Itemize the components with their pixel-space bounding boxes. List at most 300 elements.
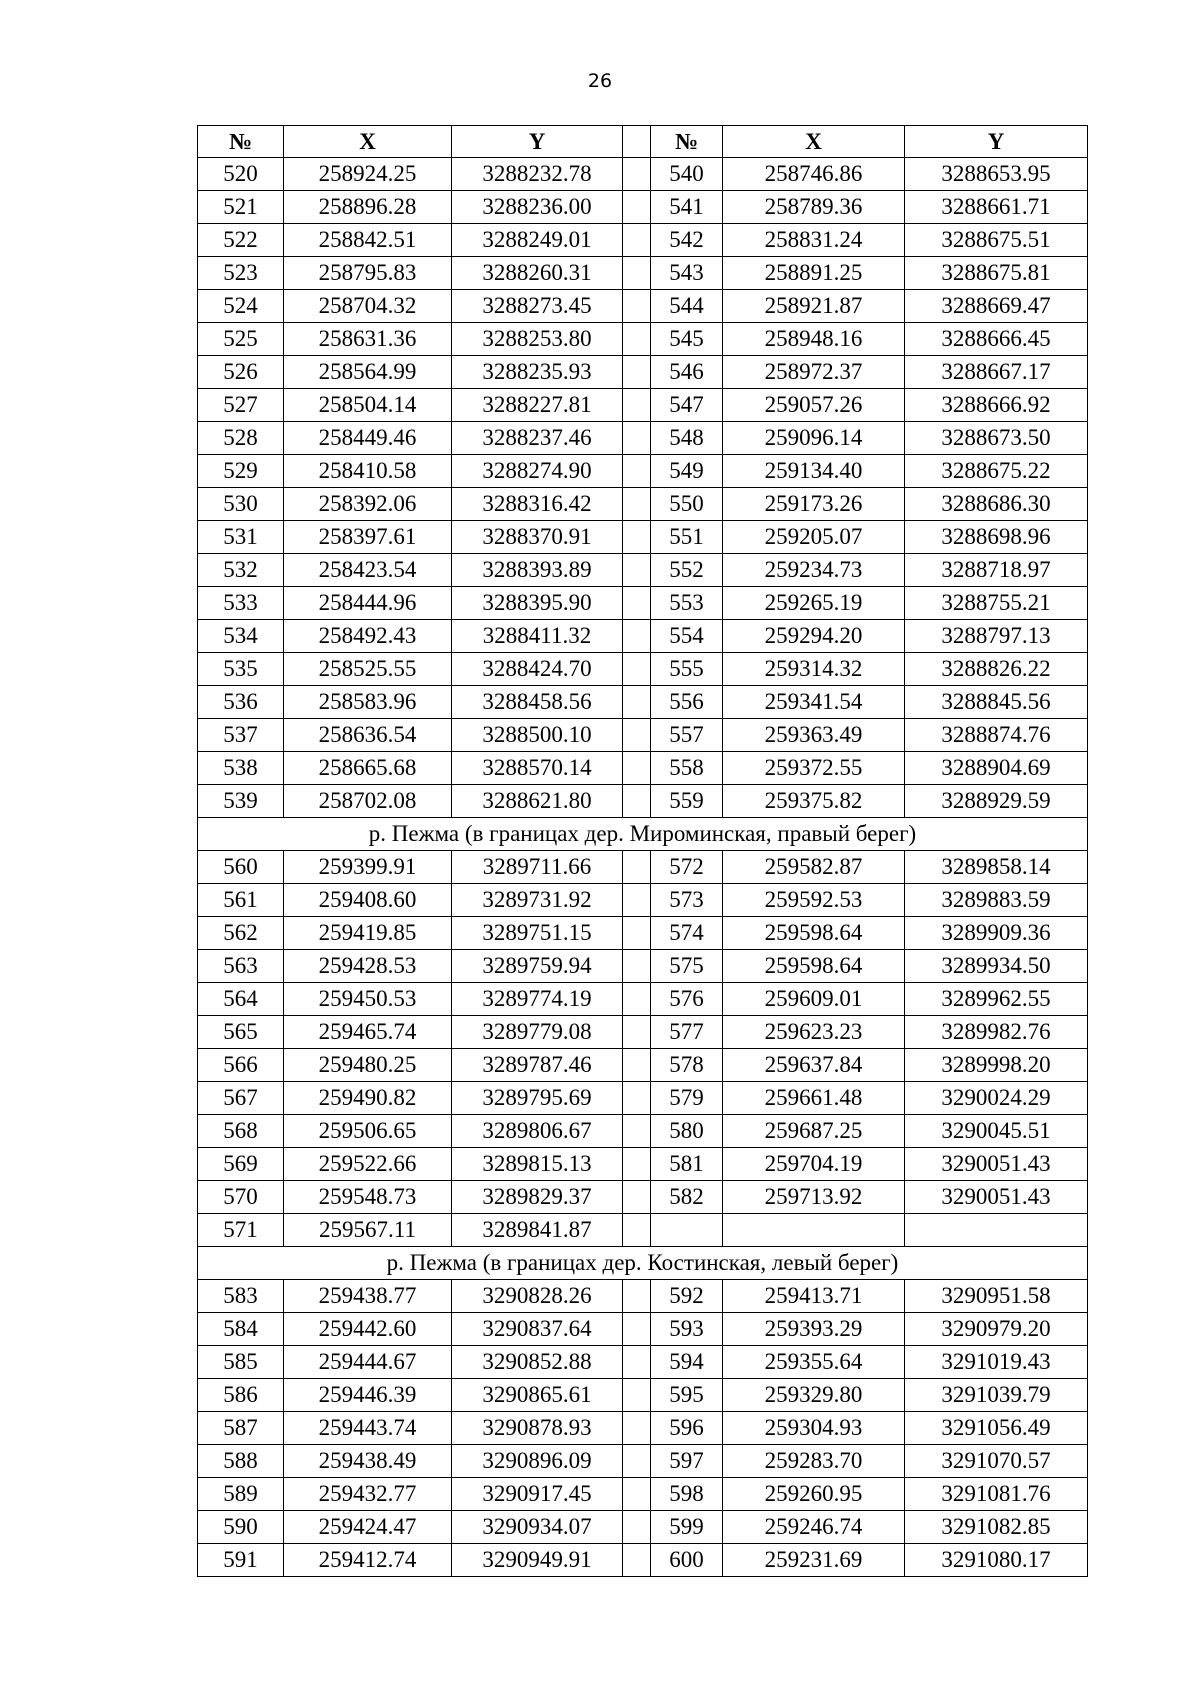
- cell-y-left: 3288232.78: [452, 158, 623, 191]
- spacer-cell: [623, 1115, 651, 1148]
- cell-y-right: 3288845.56: [905, 686, 1088, 719]
- cell-x-left: 258702.08: [284, 785, 452, 818]
- spacer-cell: [623, 257, 651, 290]
- spacer-cell: [623, 1544, 651, 1577]
- cell-num-right: 575: [651, 950, 723, 983]
- cell-num-right: 579: [651, 1082, 723, 1115]
- cell-num-right: 596: [651, 1412, 723, 1445]
- cell-y-right: 3289998.20: [905, 1049, 1088, 1082]
- table-row: [198, 851, 1088, 884]
- cell-num-right: 577: [651, 1016, 723, 1049]
- cell-y-left: 3288570.14: [452, 752, 623, 785]
- cell-y-right: 3288675.81: [905, 257, 1088, 290]
- spacer-cell: [623, 686, 651, 719]
- spacer-cell: [623, 851, 651, 884]
- cell-num-right: 581: [651, 1148, 723, 1181]
- cell-x-right: 259661.48: [723, 1082, 905, 1115]
- cell-x-right: 259609.01: [723, 983, 905, 1016]
- table-row: [198, 587, 1088, 620]
- cell-y-left: 3289759.94: [452, 950, 623, 983]
- spacer-cell: [623, 1511, 651, 1544]
- cell-x-right: 259057.26: [723, 389, 905, 422]
- cell-y-left: 3288370.91: [452, 521, 623, 554]
- cell-y-right: 3288666.92: [905, 389, 1088, 422]
- table-body: [198, 158, 1088, 1577]
- cell-num-right: 597: [651, 1445, 723, 1478]
- cell-y-left: 3290828.26: [452, 1280, 623, 1313]
- cell-num-left: 591: [198, 1544, 284, 1577]
- spacer-cell: [623, 455, 651, 488]
- cell-x-right: 259294.20: [723, 620, 905, 653]
- table-row: [198, 1313, 1088, 1346]
- cell-y-right: 3291081.76: [905, 1478, 1088, 1511]
- spacer-cell: [623, 1016, 651, 1049]
- table-row: [198, 1115, 1088, 1148]
- cell-x-right: 259687.25: [723, 1115, 905, 1148]
- spacer-cell: [623, 1313, 651, 1346]
- cell-x-right: 258789.36: [723, 191, 905, 224]
- cell-num-left: 527: [198, 389, 284, 422]
- cell-x-left: 259428.53: [284, 950, 452, 983]
- cell-y-left: 3290865.61: [452, 1379, 623, 1412]
- cell-y-left: 3288621.80: [452, 785, 623, 818]
- cell-y-left: 3289815.13: [452, 1148, 623, 1181]
- table-row: [198, 356, 1088, 389]
- cell-num-right: 598: [651, 1478, 723, 1511]
- cell-x-left: 259480.25: [284, 1049, 452, 1082]
- table-row: [198, 290, 1088, 323]
- cell-x-right: 259363.49: [723, 719, 905, 752]
- spacer-cell: [623, 1082, 651, 1115]
- cell-y-left: 3288458.56: [452, 686, 623, 719]
- cell-y-left: 3288236.00: [452, 191, 623, 224]
- cell-y-right: 3291070.57: [905, 1445, 1088, 1478]
- table-row: [198, 1412, 1088, 1445]
- table-row: [198, 257, 1088, 290]
- cell-x-right: 259205.07: [723, 521, 905, 554]
- cell-num-right: 593: [651, 1313, 723, 1346]
- cell-y-right: 3288667.17: [905, 356, 1088, 389]
- table-row: [198, 1049, 1088, 1082]
- cell-num-left: 587: [198, 1412, 284, 1445]
- cell-num-left: 562: [198, 917, 284, 950]
- spacer-cell: [623, 158, 651, 191]
- cell-x-left: 258636.54: [284, 719, 452, 752]
- cell-num-right: 555: [651, 653, 723, 686]
- table-row: [198, 1379, 1088, 1412]
- spacer-cell: [623, 983, 651, 1016]
- table-row: [198, 1016, 1088, 1049]
- cell-num-left: 521: [198, 191, 284, 224]
- cell-num-right: 550: [651, 488, 723, 521]
- table-row: [198, 1544, 1088, 1577]
- cell-x-right: 258746.86: [723, 158, 905, 191]
- cell-y-right: 3288698.96: [905, 521, 1088, 554]
- cell-num-left: 568: [198, 1115, 284, 1148]
- cell-y-left: 3288393.89: [452, 554, 623, 587]
- cell-num-left: 571: [198, 1214, 284, 1247]
- cell-x-left: 258665.68: [284, 752, 452, 785]
- cell-y-right: 3289858.14: [905, 851, 1088, 884]
- cell-num-left: 535: [198, 653, 284, 686]
- cell-num-right: 552: [651, 554, 723, 587]
- cell-x-left: 258492.43: [284, 620, 452, 653]
- cell-y-right: 3291019.43: [905, 1346, 1088, 1379]
- cell-x-right: 259283.70: [723, 1445, 905, 1478]
- cell-num-right: 576: [651, 983, 723, 1016]
- cell-x-left: 259412.74: [284, 1544, 452, 1577]
- cell-y-right: 3291082.85: [905, 1511, 1088, 1544]
- table-row: [198, 389, 1088, 422]
- cell-y-left: 3288424.70: [452, 653, 623, 686]
- cell-num-left: 537: [198, 719, 284, 752]
- cell-num-left: 567: [198, 1082, 284, 1115]
- spacer-cell: [623, 1049, 651, 1082]
- cell-y-right: 3288929.59: [905, 785, 1088, 818]
- cell-x-right: 258891.25: [723, 257, 905, 290]
- section-title: р. Пежма (в границах дер. Мироминская, правый берег): [198, 818, 1088, 851]
- cell-y-left: 3288411.32: [452, 620, 623, 653]
- cell-y-left: 3290878.93: [452, 1412, 623, 1445]
- cell-num-right: 558: [651, 752, 723, 785]
- cell-y-left: 3289841.87: [452, 1214, 623, 1247]
- cell-x-left: 259438.49: [284, 1445, 452, 1478]
- cell-num-right: 541: [651, 191, 723, 224]
- cell-num-left: 538: [198, 752, 284, 785]
- cell-x-right: 259134.40: [723, 455, 905, 488]
- coordinates-table: [197, 125, 1088, 1577]
- cell-num-left: 565: [198, 1016, 284, 1049]
- cell-x-right: 259096.14: [723, 422, 905, 455]
- table-row: [198, 521, 1088, 554]
- spacer-cell: [623, 752, 651, 785]
- cell-x-left: 259522.66: [284, 1148, 452, 1181]
- cell-x-right: 259598.64: [723, 950, 905, 983]
- cell-y-right: 3290051.43: [905, 1148, 1088, 1181]
- cell-y-right: 3288686.30: [905, 488, 1088, 521]
- cell-num-right: 546: [651, 356, 723, 389]
- cell-y-right: 3288797.13: [905, 620, 1088, 653]
- cell-y-right: 3288675.51: [905, 224, 1088, 257]
- cell-y-left: 3289751.15: [452, 917, 623, 950]
- cell-num-left: 569: [198, 1148, 284, 1181]
- cell-x-right: 259637.84: [723, 1049, 905, 1082]
- cell-x-left: 259548.73: [284, 1181, 452, 1214]
- cell-y-right: 3288653.95: [905, 158, 1088, 191]
- spacer-cell: [623, 917, 651, 950]
- cell-num-right: 548: [651, 422, 723, 455]
- cell-x-right: 259623.23: [723, 1016, 905, 1049]
- cell-y-left: 3288253.80: [452, 323, 623, 356]
- table-row: [198, 191, 1088, 224]
- section-title-row: [198, 818, 1088, 851]
- cell-y-right: 3288826.22: [905, 653, 1088, 686]
- table-row: [198, 554, 1088, 587]
- cell-y-left: 3288235.93: [452, 356, 623, 389]
- cell-y-right: 3291039.79: [905, 1379, 1088, 1412]
- cell-y-left: 3290917.45: [452, 1478, 623, 1511]
- cell-x-left: 259424.47: [284, 1511, 452, 1544]
- cell-num-left: 520: [198, 158, 284, 191]
- spacer-cell: [623, 620, 651, 653]
- table-row: [198, 1214, 1088, 1247]
- spacer-cell: [623, 587, 651, 620]
- cell-x-left: 258842.51: [284, 224, 452, 257]
- cell-num-left: 536: [198, 686, 284, 719]
- cell-x-right: 259260.95: [723, 1478, 905, 1511]
- cell-y-right: 3290045.51: [905, 1115, 1088, 1148]
- cell-x-right: 259234.73: [723, 554, 905, 587]
- cell-num-left: 588: [198, 1445, 284, 1478]
- cell-num-left: 531: [198, 521, 284, 554]
- table-row: [198, 1445, 1088, 1478]
- cell-num-right: 540: [651, 158, 723, 191]
- cell-num-left: 533: [198, 587, 284, 620]
- cell-x-right: 259375.82: [723, 785, 905, 818]
- cell-num-left: 525: [198, 323, 284, 356]
- cell-num-right: 592: [651, 1280, 723, 1313]
- table-row: [198, 719, 1088, 752]
- page-number: 26: [587, 70, 613, 92]
- spacer-cell: [623, 521, 651, 554]
- table-row: [198, 1511, 1088, 1544]
- cell-y-left: 3289787.46: [452, 1049, 623, 1082]
- cell-y-right: 3289982.76: [905, 1016, 1088, 1049]
- cell-num-right: 578: [651, 1049, 723, 1082]
- cell-x-right: 259372.55: [723, 752, 905, 785]
- cell-x-left: 258504.14: [284, 389, 452, 422]
- cell-x-right: [723, 1214, 905, 1247]
- cell-num-left: 524: [198, 290, 284, 323]
- table-row: [198, 323, 1088, 356]
- cell-y-left: 3288237.46: [452, 422, 623, 455]
- cell-x-right: 259314.32: [723, 653, 905, 686]
- header-x-left: X: [284, 126, 452, 158]
- cell-x-left: 259442.60: [284, 1313, 452, 1346]
- cell-num-left: 561: [198, 884, 284, 917]
- cell-num-left: 522: [198, 224, 284, 257]
- cell-y-left: 3289779.08: [452, 1016, 623, 1049]
- cell-num-right: 600: [651, 1544, 723, 1577]
- cell-num-right: 582: [651, 1181, 723, 1214]
- cell-y-right: 3290951.58: [905, 1280, 1088, 1313]
- table-row: [198, 1082, 1088, 1115]
- cell-x-right: 258972.37: [723, 356, 905, 389]
- table-row: [198, 1346, 1088, 1379]
- cell-x-left: 258444.96: [284, 587, 452, 620]
- cell-y-right: 3289909.36: [905, 917, 1088, 950]
- cell-num-right: 543: [651, 257, 723, 290]
- cell-y-left: 3290896.09: [452, 1445, 623, 1478]
- spacer-cell: [623, 785, 651, 818]
- cell-num-right: 547: [651, 389, 723, 422]
- table-row: [198, 158, 1088, 191]
- cell-x-left: 259399.91: [284, 851, 452, 884]
- cell-y-right: 3290979.20: [905, 1313, 1088, 1346]
- spacer-cell: [623, 1478, 651, 1511]
- cell-num-right: 544: [651, 290, 723, 323]
- cell-num-left: 560: [198, 851, 284, 884]
- cell-x-right: 258921.87: [723, 290, 905, 323]
- cell-y-right: 3291080.17: [905, 1544, 1088, 1577]
- cell-x-left: 259419.85: [284, 917, 452, 950]
- header-num-right: №: [651, 126, 723, 158]
- table-row: [198, 455, 1088, 488]
- cell-num-right: 556: [651, 686, 723, 719]
- cell-x-right: 259304.93: [723, 1412, 905, 1445]
- cell-num-right: [651, 1214, 723, 1247]
- table-row: [198, 653, 1088, 686]
- cell-x-left: 259450.53: [284, 983, 452, 1016]
- cell-x-left: 258410.58: [284, 455, 452, 488]
- cell-x-left: 258449.46: [284, 422, 452, 455]
- cell-num-right: 573: [651, 884, 723, 917]
- cell-y-right: 3288874.76: [905, 719, 1088, 752]
- cell-num-right: 557: [651, 719, 723, 752]
- cell-y-right: 3289962.55: [905, 983, 1088, 1016]
- table-row: [198, 488, 1088, 521]
- cell-y-right: 3289934.50: [905, 950, 1088, 983]
- cell-x-right: 259592.53: [723, 884, 905, 917]
- cell-num-right: 559: [651, 785, 723, 818]
- cell-x-right: 259231.69: [723, 1544, 905, 1577]
- cell-num-left: 583: [198, 1280, 284, 1313]
- cell-num-right: 595: [651, 1379, 723, 1412]
- cell-num-right: 553: [651, 587, 723, 620]
- cell-x-left: 258704.32: [284, 290, 452, 323]
- spacer-cell: [623, 356, 651, 389]
- header-row: [198, 126, 1088, 158]
- table-row: [198, 1148, 1088, 1181]
- cell-x-right: 259265.19: [723, 587, 905, 620]
- cell-x-left: 258583.96: [284, 686, 452, 719]
- cell-num-left: 564: [198, 983, 284, 1016]
- table-row: [198, 1478, 1088, 1511]
- table-row: [198, 686, 1088, 719]
- cell-num-left: 566: [198, 1049, 284, 1082]
- cell-y-left: 3288260.31: [452, 257, 623, 290]
- cell-x-left: 258525.55: [284, 653, 452, 686]
- cell-x-left: 259443.74: [284, 1412, 452, 1445]
- cell-num-right: 580: [651, 1115, 723, 1148]
- spacer-cell: [623, 422, 651, 455]
- cell-y-left: 3288249.01: [452, 224, 623, 257]
- header-y-right: Y: [905, 126, 1088, 158]
- cell-num-left: 570: [198, 1181, 284, 1214]
- cell-y-left: 3289731.92: [452, 884, 623, 917]
- cell-x-left: 258392.06: [284, 488, 452, 521]
- cell-y-left: 3290949.91: [452, 1544, 623, 1577]
- cell-num-left: 528: [198, 422, 284, 455]
- spacer-cell: [623, 884, 651, 917]
- spacer-cell: [623, 1280, 651, 1313]
- cell-y-right: 3289883.59: [905, 884, 1088, 917]
- table-row: [198, 422, 1088, 455]
- cell-y-left: 3288500.10: [452, 719, 623, 752]
- cell-x-right: 259598.64: [723, 917, 905, 950]
- spacer-cell: [623, 1181, 651, 1214]
- cell-num-left: 534: [198, 620, 284, 653]
- cell-num-left: 530: [198, 488, 284, 521]
- cell-x-left: 258423.54: [284, 554, 452, 587]
- cell-num-left: 523: [198, 257, 284, 290]
- spacer-cell: [623, 191, 651, 224]
- cell-num-right: 549: [651, 455, 723, 488]
- spacer-cell: [623, 719, 651, 752]
- cell-y-right: 3290024.29: [905, 1082, 1088, 1115]
- cell-x-right: 259329.80: [723, 1379, 905, 1412]
- cell-x-right: 259355.64: [723, 1346, 905, 1379]
- cell-y-right: 3288669.47: [905, 290, 1088, 323]
- cell-y-left: 3288274.90: [452, 455, 623, 488]
- cell-x-left: 258896.28: [284, 191, 452, 224]
- cell-num-left: 586: [198, 1379, 284, 1412]
- spacer-cell: [623, 290, 651, 323]
- cell-num-right: 545: [651, 323, 723, 356]
- cell-x-left: 259444.67: [284, 1346, 452, 1379]
- cell-num-left: 590: [198, 1511, 284, 1544]
- cell-y-right: 3288666.45: [905, 323, 1088, 356]
- cell-num-left: 589: [198, 1478, 284, 1511]
- table-row: [198, 785, 1088, 818]
- cell-x-left: 259465.74: [284, 1016, 452, 1049]
- spacer-cell: [623, 950, 651, 983]
- table-row: [198, 950, 1088, 983]
- table-row: [198, 884, 1088, 917]
- spacer-cell: [623, 554, 651, 587]
- header-num-left: №: [198, 126, 284, 158]
- cell-num-right: 554: [651, 620, 723, 653]
- spacer-cell: [623, 323, 651, 356]
- spacer-cell: [623, 1379, 651, 1412]
- cell-y-right: 3291056.49: [905, 1412, 1088, 1445]
- cell-y-left: 3288273.45: [452, 290, 623, 323]
- cell-y-right: 3288755.21: [905, 587, 1088, 620]
- cell-x-left: 259490.82: [284, 1082, 452, 1115]
- cell-num-left: 532: [198, 554, 284, 587]
- table-row: [198, 917, 1088, 950]
- cell-x-right: 259246.74: [723, 1511, 905, 1544]
- cell-y-left: 3289829.37: [452, 1181, 623, 1214]
- table-row: [198, 1181, 1088, 1214]
- cell-num-left: 526: [198, 356, 284, 389]
- spacer-cell: [623, 1148, 651, 1181]
- table-row: [198, 1280, 1088, 1313]
- cell-y-right: 3288673.50: [905, 422, 1088, 455]
- spacer-cell: [623, 1445, 651, 1478]
- cell-x-right: 259341.54: [723, 686, 905, 719]
- section-title-row: [198, 1247, 1088, 1280]
- cell-y-right: 3288904.69: [905, 752, 1088, 785]
- spacer-cell: [623, 488, 651, 521]
- cell-num-left: 563: [198, 950, 284, 983]
- cell-y-right: 3288675.22: [905, 455, 1088, 488]
- header-y-left: Y: [452, 126, 623, 158]
- spacer-cell: [623, 224, 651, 257]
- cell-x-right: 259173.26: [723, 488, 905, 521]
- table-row: [198, 224, 1088, 257]
- cell-x-left: 258397.61: [284, 521, 452, 554]
- cell-num-left: 529: [198, 455, 284, 488]
- cell-y-right: 3288718.97: [905, 554, 1088, 587]
- cell-y-right: 3290051.43: [905, 1181, 1088, 1214]
- cell-num-right: 542: [651, 224, 723, 257]
- cell-x-right: 259704.19: [723, 1148, 905, 1181]
- cell-x-left: 259506.65: [284, 1115, 452, 1148]
- cell-x-left: 258924.25: [284, 158, 452, 191]
- cell-y-left: 3289774.19: [452, 983, 623, 1016]
- cell-num-left: 585: [198, 1346, 284, 1379]
